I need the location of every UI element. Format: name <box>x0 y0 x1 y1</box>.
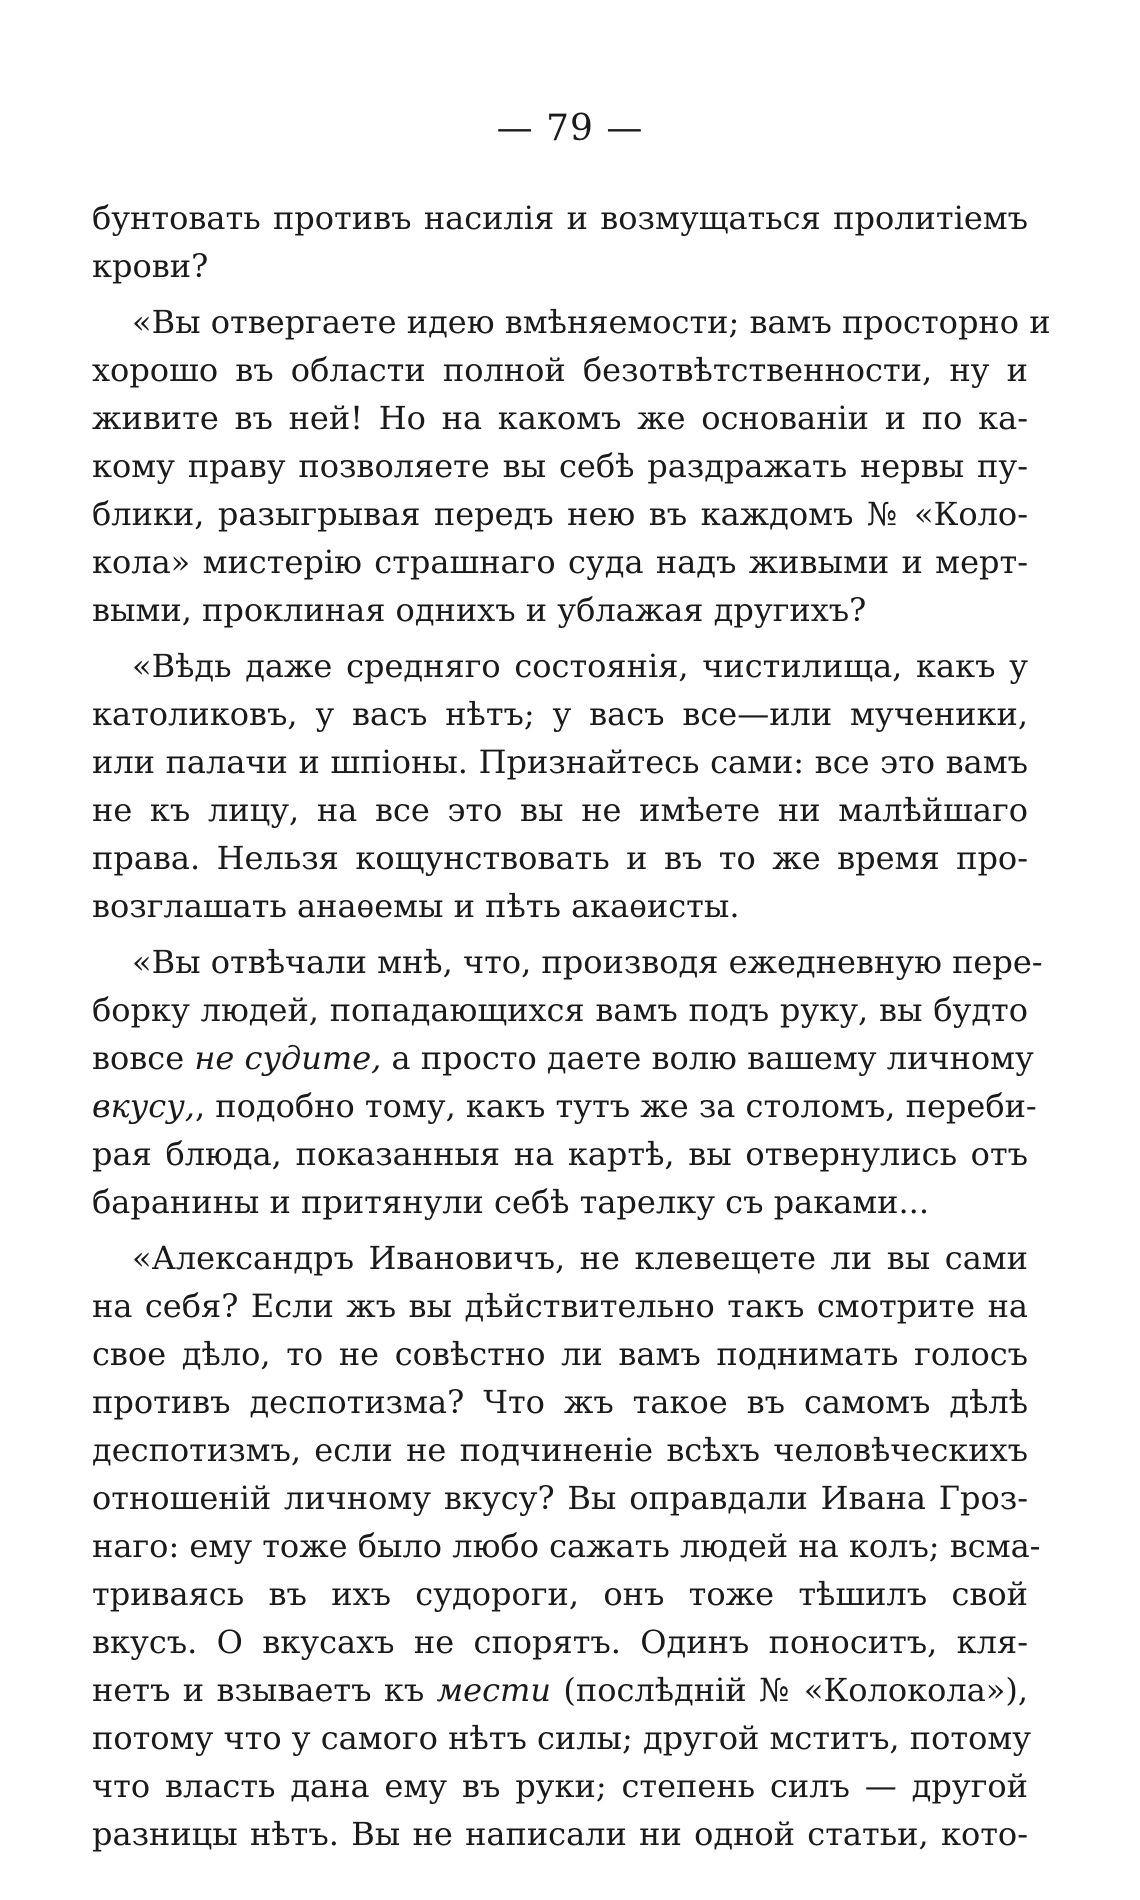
text-line: не къ лицу, на все это вы не имѣете ни малѣйшаго <box>92 791 1028 829</box>
page-number: — 79 — <box>496 108 644 149</box>
text-line: свое дѣло, то не совѣстно ли вамъ поднимать голосъ <box>92 1335 1028 1373</box>
text-line: триваясь въ ихъ судороги, онъ тоже тѣшилъ свой <box>92 1575 1028 1613</box>
text-line: бунтовать противъ насилія и возмущаться пролитіемъ <box>92 199 1028 237</box>
text-line <box>92 1034 1034 1082</box>
text-line: «Вѣдь даже средняго состоянія, чистилища, какъ у <box>132 647 1028 685</box>
paragraph <box>92 938 1043 1226</box>
text-line: живите въ ней! Но на какомъ же основаніи и по ка- <box>92 399 1028 437</box>
text-line: кола» мистерію страшнаго суда надъ живыми и мерт- <box>92 543 1028 581</box>
text-line: деспотизмъ, если не подчиненіе всѣхъ человѣческихъ <box>92 1431 1028 1469</box>
text-line: на себя? Если жъ вы дѣйствительно такъ смотрите на <box>92 1287 1028 1325</box>
text-line <box>92 1666 1028 1714</box>
paragraph <box>92 642 1028 930</box>
text-line: борку людей, попадающихся вамъ подъ руку, вы будто <box>92 991 1028 1029</box>
text-line: потому что у самого нѣтъ силы; другой мститъ, потому <box>92 1719 1032 1757</box>
text-line: разницы нѣтъ. Вы не написали ни одной статьи, кото- <box>92 1815 1028 1853</box>
paragraph <box>92 298 1051 634</box>
text-line: отношеній личному вкусу? Вы оправдали Ивана Гроз- <box>92 1479 1028 1517</box>
text-line: блики, разыгрывая передъ нею въ каждомъ № «Коло- <box>92 495 1028 533</box>
text-line: кому праву позволяете вы себѣ раздражать нервы пу- <box>92 447 1028 485</box>
text-line: или палачи и шпіоны. Признайтесь сами: все это вамъ <box>92 743 1028 781</box>
italic-emphasis: мести <box>436 1671 551 1709</box>
text-line: возглашать анаѳемы и пѣть акаѳисты. <box>92 887 740 925</box>
line-segment: а просто даете волю вашему личному <box>381 1039 1034 1077</box>
text-line: противъ деспотизма? Что жъ такое въ самомъ дѣлѣ <box>92 1383 1028 1421</box>
text-line: права. Нельзя кощунствовать и въ то же время про- <box>92 839 1028 877</box>
text-line <box>92 1082 1037 1130</box>
paragraph <box>92 194 1028 290</box>
text-line: баранины и притянули себѣ тарелку съ раками... <box>92 1183 929 1221</box>
line-segment: (послѣдній № «Колокола»), <box>550 1671 1029 1709</box>
text-line: «Александръ Ивановичъ, не клевещете ли вы сами <box>132 1239 1028 1277</box>
line-segment: нетъ и взываетъ къ <box>92 1671 437 1709</box>
text-line: «Вы отвергаете идею вмѣняемости; вамъ просторно и <box>132 303 1051 341</box>
line-segment: вовсе <box>92 1039 195 1077</box>
text-line: католиковъ, у васъ нѣтъ; у васъ все—или мученики, <box>92 695 1028 733</box>
paragraph <box>92 1234 1041 1858</box>
text-line: хорошо въ области полной безотвѣтственности, ну и <box>92 351 1028 389</box>
text-line: что власть дана ему въ руки; степень силъ — другой <box>92 1767 1028 1805</box>
text-line: выми, проклиная однихъ и ублажая другихъ? <box>92 591 867 629</box>
page-body-text <box>92 194 1051 1858</box>
italic-emphasis: не судите, <box>194 1039 382 1077</box>
text-line: вкусъ. О вкусахъ не спорятъ. Одинъ поноситъ, кля- <box>92 1623 1028 1661</box>
text-line: наго: ему тоже было любо сажать людей на колъ; всма- <box>92 1527 1041 1565</box>
italic-emphasis: вкусу, <box>92 1087 195 1125</box>
text-line: рая блюда, показанныя на картѣ, вы отвернулись отъ <box>92 1135 1028 1173</box>
text-line: «Вы отвѣчали мнѣ, что, производя ежедневную пере- <box>132 943 1043 981</box>
line-segment: , подобно тому, какъ тутъ же за столомъ, переби- <box>194 1087 1037 1125</box>
text-line: крови? <box>92 247 209 285</box>
